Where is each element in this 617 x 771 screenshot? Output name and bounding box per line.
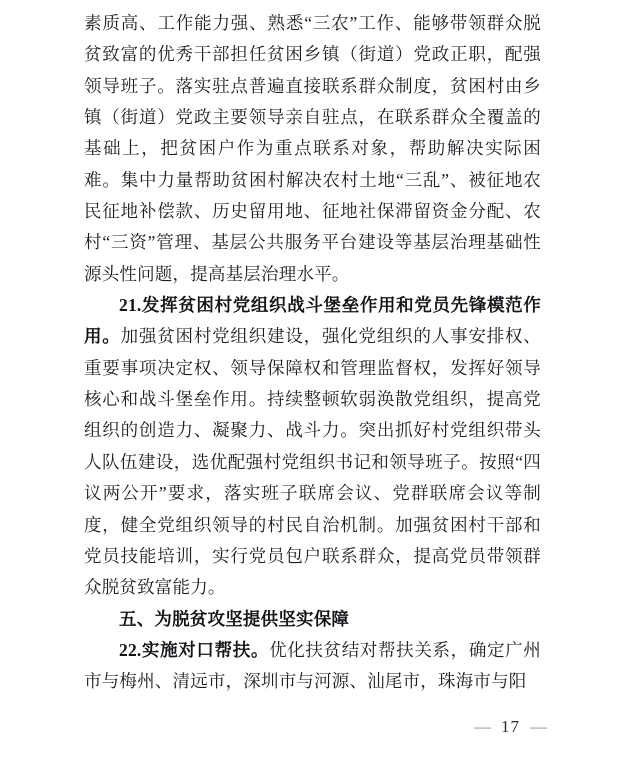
- footer-dash-left: —: [474, 717, 491, 736]
- page-number: 17: [501, 717, 520, 736]
- paragraph-item-21: [84, 290, 541, 603]
- footer-dash-right: —: [530, 717, 547, 736]
- item-22-lead: 22.实施对口帮扶。: [119, 639, 270, 660]
- item-21-lead: 21.发挥贫困村党组织战斗堡垒作用和党员先锋模范作用。: [84, 295, 541, 347]
- document-body: [84, 8, 541, 698]
- paragraph-text: 优化扶贫结对帮扶关系，确定广州市与梅州、清远市，深圳市与河源、汕尾市，珠海市与阳: [84, 639, 542, 692]
- section-heading: 五、为脱贫攻坚提供坚实保障: [119, 608, 350, 629]
- paragraph-text: 素质高、工作能力强、熟悉“三农”工作、能够带领群众脱贫致富的优秀干部担任贫困乡镇（街道）党政正职，配强领导班子。落实驻点普遍直接联系群众制度，贫困村由乡镇（街道）党政主要领导亲自驻点，在联系群众全覆盖的基础上，把贫困户作为重点联系对象，帮助解决实际困难。集中力量帮助贫困村解决农村土地“三乱”、被征地农民征地补偿款、历史留用地、征地社保滞留资金分配、农村“三资”管理、基层公共服务平台建设等基层治理基础性源头性问题，提高基层治理水平。: [84, 13, 541, 284]
- page-footer: [474, 717, 547, 737]
- paragraph-text: 加强贫困村党组织建设，强化党组织的人事安排权、重要事项决定权、领导保障权和管理监督权，发挥好领导核心和战斗堡垒作用。持续整顿软弱涣散党组织，提高党组织的创造力、凝聚力、战斗力。突出抓好村党组织带头人队伍建设，选优配强村党组织书记和领导班子。按照“四议两公开”要求，落实班子联席会议、党群联席会议等制度，健全党组织领导的村民自治机制。加强贫困村干部和党员技能培训，实行党员包户联系群众，提高党员带领群众脱贫致富能力。: [84, 326, 541, 598]
- paragraph-item-22: [84, 635, 541, 698]
- paragraph-continuation: [84, 8, 541, 290]
